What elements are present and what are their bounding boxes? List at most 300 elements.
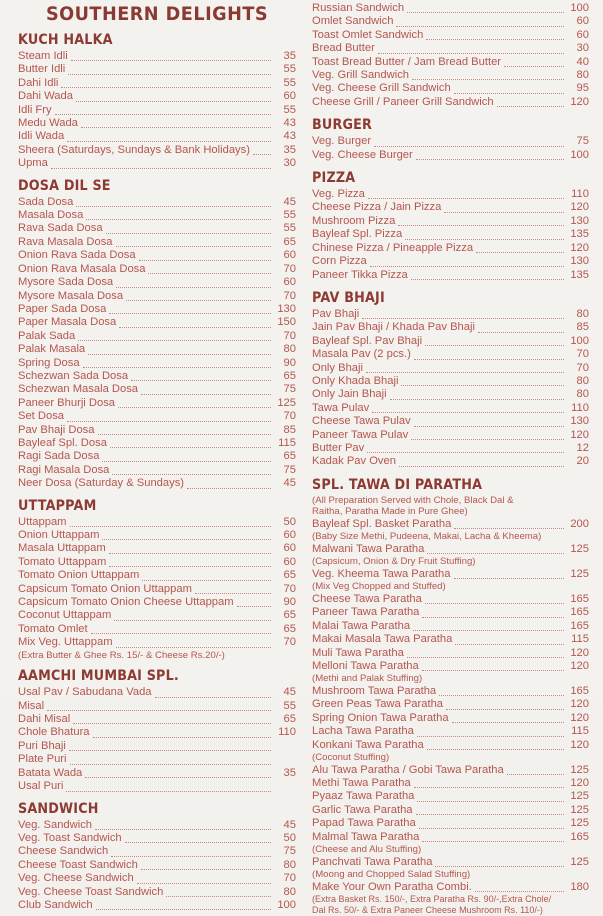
paratha-stuffing-note: (Methi and Palak Stuffing): [312, 673, 423, 685]
menu-item-name: Masala Pav (2 pcs.): [312, 348, 411, 361]
menu-item-row: [18, 780, 296, 793]
leader-dots: [396, 25, 564, 27]
menu-item-row: [18, 542, 296, 555]
menu-item-row: [18, 529, 296, 542]
menu-item-row: [18, 63, 296, 76]
menu-item-price: 75: [283, 845, 296, 858]
menu-item-price: 43: [283, 117, 296, 130]
leader-dots: [67, 140, 271, 142]
menu-item-name: Garlic Tawa Paratha: [312, 803, 413, 816]
section-title: UTTAPPAM: [18, 497, 97, 514]
section-title: SANDWICH: [18, 800, 99, 817]
menu-item-price: 75: [283, 463, 296, 476]
menu-item-row: [312, 2, 589, 15]
menu-item-row: [312, 606, 589, 619]
menu-item-name: Cheese Grill / Paneer Grill Sandwich: [312, 95, 494, 108]
leader-dots: [137, 882, 271, 884]
section-title: DOSA DIL SE: [18, 177, 111, 194]
leader-dots: [155, 696, 271, 698]
menu-item-row: [312, 402, 589, 415]
leader-dots: [116, 286, 271, 288]
menu-item-name: Only Khada Bhaji: [312, 374, 399, 387]
menu-item-name: Batata Wada: [18, 766, 83, 779]
menu-item-price: 120: [570, 711, 589, 724]
menu-item-name: Sada Dosa: [18, 195, 74, 208]
menu-item-name: Mysore Masala Dosa: [18, 289, 124, 302]
leader-dots: [504, 65, 564, 67]
leader-dots: [478, 331, 564, 333]
menu-item-name: Spring Dosa: [18, 356, 80, 369]
menu-item-row: [18, 383, 296, 396]
menu-item-price: 43: [283, 130, 296, 143]
leader-dots: [422, 669, 564, 671]
leader-dots: [55, 113, 271, 115]
menu-item-price: 120: [570, 428, 589, 441]
menu-item-name: Idli Fry: [18, 103, 52, 116]
menu-item-name: Paneer Tawa Pulav: [312, 428, 409, 441]
menu-item-price: 70: [576, 348, 589, 361]
menu-item-name: Malwani Tawa Paratha: [312, 542, 425, 555]
leader-dots: [378, 52, 564, 54]
menu-item-row: [18, 464, 296, 477]
menu-item-price: 45: [283, 477, 296, 490]
menu-item-name: Usal Pav / Sabudana Vada: [18, 686, 152, 699]
leader-dots: [401, 384, 564, 386]
leader-dots: [416, 813, 564, 815]
menu-item-name: Mushroom Pizza: [312, 214, 396, 227]
leader-dots: [237, 605, 271, 607]
menu-item-row: [18, 263, 296, 276]
leader-dots: [475, 890, 564, 892]
left-sections: [18, 32, 296, 912]
menu-item-name: Butter Idli: [18, 63, 66, 76]
menu-item-name: Veg. Cheese Sandwich: [18, 872, 134, 885]
leader-dots: [476, 251, 564, 253]
leader-dots: [166, 895, 271, 897]
menu-item-price: 165: [570, 830, 589, 843]
menu-item-row: [18, 117, 296, 130]
leader-dots: [407, 656, 564, 658]
menu-item-row: [312, 149, 589, 162]
menu-item-name: Omlet Sandwich: [312, 15, 394, 28]
menu-item-row: [312, 201, 589, 214]
menu-item-name: Neer Dosa (Saturday & Sundays): [18, 477, 185, 490]
menu-item-price: 125: [570, 542, 589, 555]
leader-dots: [106, 232, 271, 234]
menu-masthead: SOUTHERN DELIGHTS: [45, 3, 269, 25]
menu-item-row: [312, 388, 589, 401]
menu-item-name: Mysore Sada Dosa: [18, 276, 114, 289]
leader-dots: [422, 840, 564, 842]
leader-dots: [425, 344, 564, 346]
leader-dots: [398, 224, 564, 226]
menu-item-row: [18, 330, 296, 343]
leader-dots: [416, 158, 564, 160]
menu-item-price: 125: [570, 803, 589, 816]
menu-item-name: Bread Butter: [312, 42, 375, 55]
menu-item-name: Uttappam: [18, 515, 67, 528]
menu-item-name: Jain Pav Bhaji / Khada Pav Bhaji: [312, 321, 475, 334]
leader-dots: [368, 197, 564, 199]
menu-item-name: Usal Puri: [18, 780, 64, 793]
menu-item-price: 80: [576, 69, 589, 82]
menu-item-name: Lacha Tawa Paratha: [312, 725, 414, 738]
section-title: PIZZA: [312, 170, 356, 187]
menu-item-price: 35: [283, 766, 296, 779]
menu-item-row: [18, 713, 296, 726]
menu-item-price: 80: [283, 343, 296, 356]
menu-item-price: 30: [576, 42, 589, 55]
menu-item-name: Schezwan Masala Dosa: [18, 383, 139, 396]
leader-dots: [88, 353, 271, 355]
menu-item-price: 130: [277, 302, 296, 315]
menu-item-row: [18, 144, 296, 157]
left-column: [6, 2, 306, 912]
menu-item-name: Bayleaf Spl. Dosa: [18, 436, 107, 449]
menu-item-row: [18, 623, 296, 636]
leader-dots: [366, 371, 564, 373]
menu-item-name: Konkani Tawa Paratha: [312, 738, 424, 751]
menu-item-price: 65: [283, 713, 296, 726]
leader-dots: [68, 73, 271, 75]
menu-item-row: [18, 77, 296, 90]
menu-item-price: 70: [283, 410, 296, 423]
menu-item-name: Tomato Uttappam: [18, 555, 107, 568]
leader-dots: [109, 312, 271, 314]
menu-item-price: 80: [283, 858, 296, 871]
menu-item-price: 12: [576, 441, 589, 454]
leader-dots: [114, 619, 271, 621]
menu-item-price: 150: [277, 316, 296, 329]
menu-item-price: 115: [571, 725, 589, 738]
menu-item-price: 20: [576, 455, 589, 468]
paratha-stuffing-note: (Coconut Stuffing): [312, 752, 390, 764]
menu-item-price: 120: [570, 95, 589, 108]
menu-item-name: Veg. Toast Sandwich: [18, 831, 122, 844]
menu-item-row: [312, 442, 589, 455]
leader-dots: [452, 721, 564, 723]
menu-item-price: 120: [570, 201, 589, 214]
menu-item-row: [312, 881, 589, 894]
menu-item-row: [312, 362, 589, 375]
menu-item-price: 60: [283, 542, 296, 555]
menu-item-row: [18, 767, 296, 780]
menu-item-price: 65: [283, 609, 296, 622]
menu-item-name: Palak Masala: [18, 343, 86, 356]
right-sections: [312, 117, 589, 469]
menu-item-price: 70: [283, 289, 296, 302]
menu-item-name: Kadak Pav Oven: [312, 455, 396, 468]
menu-item-name: Toast Omlet Sandwich: [312, 28, 424, 41]
menu-item-row: [18, 90, 296, 103]
menu-item-row: [312, 215, 589, 228]
leader-dots: [497, 105, 564, 107]
leader-dots: [422, 616, 564, 618]
menu-item-name: Malmal Tawa Paratha: [312, 830, 420, 843]
menu-item-name: Misal: [18, 699, 45, 712]
section-title: KUCH HALKA: [18, 32, 113, 48]
paratha-stuffing-note: (Capsicum, Onion & Dry Fruit Stuffing): [312, 556, 476, 568]
menu-item-price: 125: [570, 855, 589, 868]
menu-item-row: [312, 725, 589, 738]
menu-item-price: 65: [283, 235, 296, 248]
menu-item-price: 165: [570, 685, 589, 697]
menu-item-name: Makai Masala Tawa Paratha: [312, 633, 453, 646]
leader-dots: [414, 358, 564, 360]
menu-item-row: [18, 236, 296, 249]
menu-item-name: Veg. Cheese Toast Sandwich: [18, 885, 164, 898]
menu-item-row: [312, 518, 589, 531]
menu-item-price: 165: [570, 606, 589, 619]
section-title: SPL. TAWA DI PARATHA: [312, 476, 483, 493]
menu-item-price: 70: [283, 329, 296, 342]
menu-item-row: [312, 777, 589, 790]
leader-dots: [446, 708, 564, 710]
leader-dots: [112, 473, 271, 475]
menu-item-row: [312, 712, 589, 725]
menu-item-name: Only Jain Bhaji: [312, 388, 387, 401]
menu-item-row: [18, 50, 296, 63]
menu-item-row: [18, 740, 296, 753]
leader-dots: [455, 643, 564, 645]
menu-item-row: [18, 583, 296, 596]
menu-item-row: [18, 437, 296, 450]
menu-item-row: [312, 543, 589, 556]
leader-dots: [102, 460, 271, 462]
leader-dots: [427, 748, 564, 750]
menu-item-name: Corn Pizza: [312, 255, 367, 268]
menu-item-name: Russian Sandwich: [312, 2, 405, 14]
menu-item-price: 50: [283, 831, 296, 844]
menu-item-row: [18, 516, 296, 529]
menu-item-row: [18, 370, 296, 383]
leader-dots: [507, 773, 564, 775]
menu-item-row: [18, 845, 296, 858]
leader-dots: [76, 100, 271, 102]
menu-item-name: Mix Veg. Uttappam: [18, 636, 113, 649]
paratha-header-note: Raitha, Paratha Made in Pure Ghee): [312, 506, 468, 518]
menu-item-row: [312, 415, 589, 428]
menu-item-name: Masala Dosa: [18, 209, 84, 222]
menu-item-price: 180: [570, 880, 589, 893]
paratha-header-note: (All Preparation Served with Chole, Black Dal &: [312, 494, 514, 506]
menu-item-name: Melloni Tawa Paratha: [312, 660, 419, 672]
menu-item-price: 30: [283, 157, 296, 170]
menu-item-row: [18, 753, 296, 766]
menu-item-name: Coconut Uttappam: [18, 609, 112, 622]
menu-item-name: Muli Tawa Paratha: [312, 646, 404, 659]
menu-item-price: 55: [283, 76, 296, 89]
leader-dots: [367, 451, 564, 453]
menu-item-row: [18, 209, 296, 222]
menu-item-price: 80: [576, 388, 589, 401]
menu-item-row: [312, 831, 589, 844]
leader-dots: [126, 299, 271, 301]
menu-item-name: Bayleaf Spl. Pav Bhaji: [312, 334, 423, 347]
menu-item-price: 70: [283, 636, 296, 649]
leader-dots: [411, 278, 564, 280]
menu-item-price: 130: [570, 415, 589, 428]
paratha-footnote: (Extra Basket Rs. 150/-, Extra Paratha Rs. 90/-,Extra Chole/: [312, 894, 552, 905]
leader-dots: [399, 465, 564, 467]
leader-dots: [85, 776, 271, 778]
menu-item-row: [18, 276, 296, 289]
menu-item-name: Plate Puri: [18, 753, 67, 766]
leader-dots: [83, 366, 271, 368]
leader-dots: [435, 865, 564, 867]
leader-dots: [390, 398, 564, 400]
menu-item-price: 35: [283, 50, 296, 62]
menu-item-name: Capsicum Tomato Onion Cheese Uttappam: [18, 596, 234, 609]
menu-item-row: [18, 819, 296, 832]
leader-dots: [118, 406, 271, 408]
menu-item-price: 120: [570, 660, 589, 672]
menu-item-price: 130: [570, 214, 589, 227]
menu-item-row: [18, 424, 296, 437]
menu-item-row: [312, 96, 589, 109]
menu-item-name: Malai Tawa Paratha: [312, 619, 411, 632]
menu-item-name: Steam Idli: [18, 50, 68, 62]
leader-dots: [119, 326, 271, 328]
menu-item-name: Bayleaf Spl. Basket Paratha: [312, 517, 452, 530]
menu-item-price: 75: [283, 383, 296, 396]
leader-dots: [362, 317, 564, 319]
menu-item-price: 60: [283, 90, 296, 103]
leader-dots: [51, 167, 271, 169]
leader-dots: [454, 577, 565, 579]
menu-item-row: [312, 15, 589, 28]
menu-item-price: 90: [283, 596, 296, 609]
menu-item-row: [312, 82, 589, 95]
menu-item-name: Sheera (Saturdays, Sundays & Bank Holidays): [18, 143, 250, 156]
menu-item-row: [312, 620, 589, 633]
menu-item-name: Ragi Masala Dosa: [18, 463, 110, 476]
menu-item-name: Papad Tawa Paratha: [312, 817, 416, 830]
leader-dots: [407, 11, 564, 13]
menu-item-price: 125: [570, 567, 589, 580]
menu-item-name: Rava Sada Dosa: [18, 222, 103, 235]
menu-item-name: Puri Bhaji: [18, 739, 66, 752]
menu-item-price: 95: [576, 82, 589, 95]
menu-item-row: [312, 335, 589, 348]
menu-item-price: 45: [283, 818, 296, 831]
leader-dots: [413, 629, 564, 631]
menu-item-name: Paneer Tikka Pizza: [312, 268, 408, 281]
leader-dots: [70, 763, 271, 765]
menu-item-row: [312, 429, 589, 442]
leader-dots: [374, 145, 564, 147]
leader-dots: [370, 265, 564, 267]
menu-item-row: [312, 593, 589, 606]
leader-dots: [78, 339, 271, 341]
menu-item-price: 65: [283, 622, 296, 635]
menu-item-name: Veg. Cheese Burger: [312, 148, 413, 161]
menu-item-row: [312, 188, 589, 201]
menu-item-row: [18, 569, 296, 582]
menu-item-price: 125: [570, 763, 589, 776]
menu-item-price: 55: [283, 699, 296, 712]
menu-item-name: Capsicum Tomato Onion Uttappam: [18, 582, 192, 595]
menu-item-name: Chole Bhatura: [18, 726, 90, 739]
menu-item-name: Dahi Misal: [18, 713, 71, 726]
menu-item-price: 80: [576, 307, 589, 320]
menu-item-row: [312, 56, 589, 69]
menu-item-name: Bayleaf Spl. Pizza: [312, 228, 403, 241]
leader-dots: [66, 790, 271, 792]
menu-item-row: [18, 636, 296, 649]
menu-item-price: 85: [576, 321, 589, 334]
menu-item-row: [312, 647, 589, 660]
menu-item-price: 70: [283, 262, 296, 275]
menu-item-price: 120: [570, 738, 589, 751]
menu-item-name: Paneer Bhurji Dosa: [18, 396, 116, 409]
menu-item-price: 100: [570, 2, 589, 14]
menu-item-row: [312, 568, 589, 581]
menu-item-row: [312, 817, 589, 830]
leader-dots: [96, 908, 271, 910]
menu-item-row: [18, 104, 296, 117]
leader-dots: [91, 632, 271, 634]
menu-item-row: [312, 29, 589, 42]
menu-item-price: 100: [570, 334, 589, 347]
leader-dots: [71, 59, 271, 61]
menu-item-price: 80: [283, 885, 296, 898]
menu-item-price: 55: [283, 222, 296, 235]
menu-item-row: [18, 686, 296, 699]
leader-dots: [61, 86, 271, 88]
section-title: PAV BHAJI: [312, 289, 385, 306]
menu-item-name: Tomato Onion Uttappam: [18, 569, 140, 582]
leader-dots: [405, 238, 564, 240]
menu-item-row: [18, 556, 296, 569]
menu-item-price: 60: [283, 249, 296, 262]
menu-item-row: [312, 42, 589, 55]
menu-item-price: 55: [283, 103, 296, 116]
menu-item-price: 40: [576, 55, 589, 68]
menu-item-price: 125: [570, 790, 589, 803]
menu-item-price: 85: [283, 423, 296, 436]
menu-item-row: [312, 698, 589, 711]
leader-dots: [81, 126, 271, 128]
paratha-stuffing-note: (Cheese and Alu Stuffing): [312, 844, 422, 856]
leader-dots: [142, 579, 271, 581]
menu-item-row: [18, 196, 296, 209]
menu-item-name: Toast Bread Butter / Jam Bread Butter: [312, 55, 502, 68]
menu-item-name: Mushroom Tawa Paratha: [312, 685, 437, 697]
menu-item-name: Pav Bhaji: [312, 307, 360, 320]
menu-item-price: 55: [283, 209, 296, 222]
leader-dots: [116, 245, 271, 247]
menu-item-price: 135: [570, 228, 589, 241]
menu-item-name: Tawa Pulav: [312, 401, 370, 414]
leader-dots: [93, 736, 271, 738]
menu-item-price: 60: [283, 555, 296, 568]
leader-dots: [253, 153, 271, 155]
menu-item-name: Set Dosa: [18, 410, 65, 423]
menu-item-name: Onion Rava Sada Dosa: [18, 249, 136, 262]
paratha-stuffing-note: (Moong and Chopped Salad Stuffing): [312, 869, 471, 881]
menu-item-name: Idli Wada: [18, 130, 65, 143]
paratha-footnote: Dal Rs. 50/- & Extra Paneer Cheese Mushroom Rs. 110/-): [312, 905, 543, 916]
menu-item-row: [18, 886, 296, 899]
menu-item-name: Upma: [18, 157, 48, 170]
menu-item-row: [18, 700, 296, 713]
menu-item-row: [18, 222, 296, 235]
menu-item-row: [18, 357, 296, 370]
menu-item-name: Dahi Wada: [18, 90, 73, 103]
menu-item-price: 65: [283, 569, 296, 582]
menu-item-name: Pav Bhaji Dosa: [18, 423, 95, 436]
